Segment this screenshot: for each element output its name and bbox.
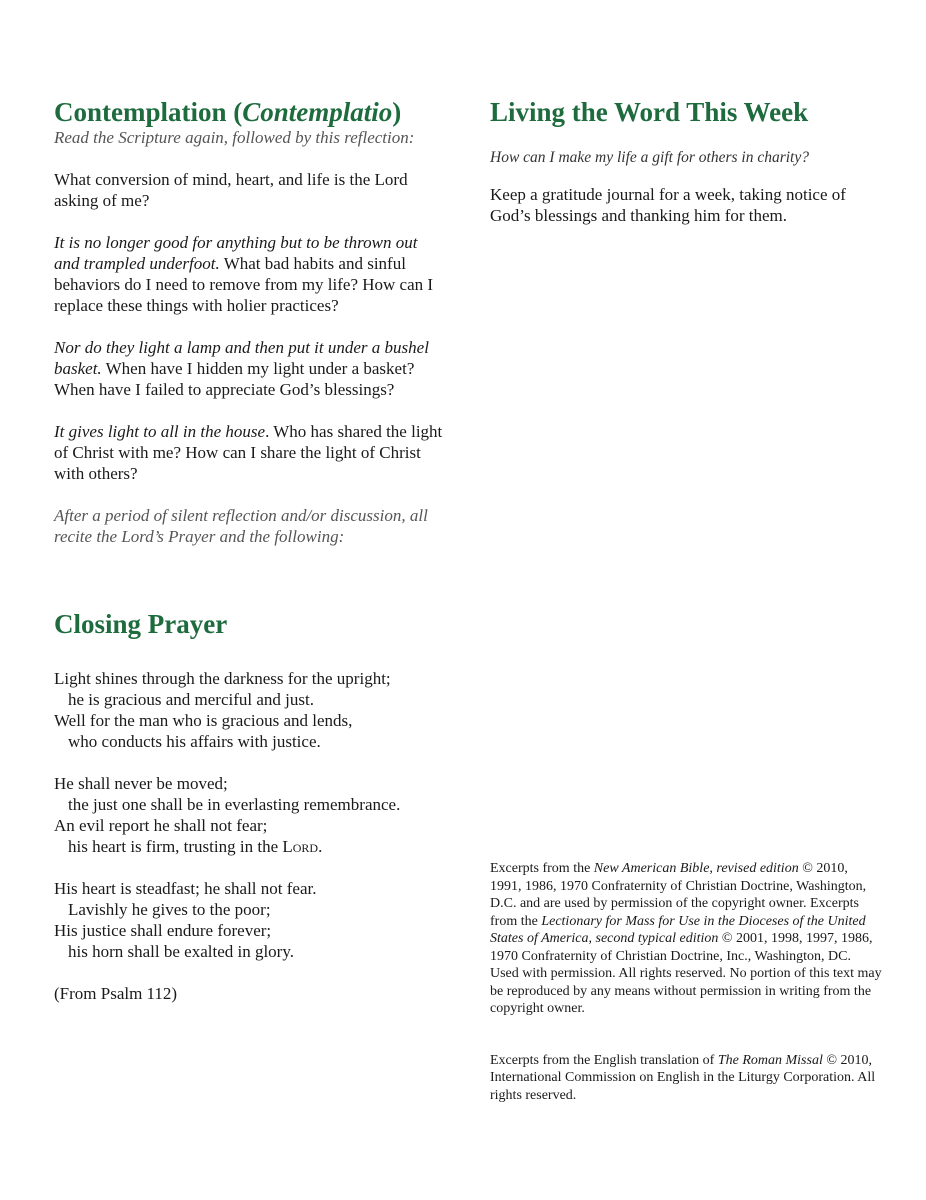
copyright-notice-missal: Excerpts from the English translation of The Roman Missal © 2010, International Commission on English in the Liturgy Corporation. All rights reserved. xyxy=(490,1052,876,1103)
copyright-notice-bible: Excerpts from the New American Bible, revised edition © 2010, 1991, 1986, 1970 Confraternity of Christian Doctrine, Washington, D.C. and are used by permission of the copyright owner. Excerpts from the Lectionary for Mass for Use in the Dioceses of the United States of America, second typical edition © 2001, 1998, 1997, 1986, 1970 Confraternity of Christian Doctrine, Inc., Washington, DC. Used with permission. All rights reserved. No portion of this text may be reproduced by any means without permission in writing from the copyright owner. xyxy=(490,861,882,1016)
reflection-question-1: What conversion of mind, heart, and life is the Lord asking of me? xyxy=(54,170,408,210)
reflection-question-3: Nor do they light a lamp and then put it under a bushel basket. When have I hidden my light under a basket? When have I failed to appreciate God’s blessings? xyxy=(54,338,429,399)
copyright-notes xyxy=(490,860,882,1104)
living-word-action: Keep a gratitude journal for a week, taking notice of God’s blessings and thanking him for them. xyxy=(490,185,846,225)
prayer-stanza-1: Light shines through the darkness for the upright; he is gracious and merciful and just. Well for the man who is gracious and lends, who conducts his affairs with justice. xyxy=(54,669,391,751)
prayer-stanza-2: He shall never be moved; the just one shall be in everlasting remembrance. An evil report he shall not fear; his heart is firm, trusting in the Lord. xyxy=(54,774,401,856)
prayer-source: (From Psalm 112) xyxy=(54,984,178,1003)
contemplation-heading: Contemplation (Contemplatio) xyxy=(54,97,402,127)
prayer-stanza-3: His heart is steadfast; he shall not fear. Lavishly he gives to the poor; His justice shall endure forever; his horn shall be exalted in glory. xyxy=(54,879,317,961)
living-word-question: How can I make my life a gift for others in charity? xyxy=(490,149,809,166)
reflection-question-4: It gives light to all in the house. Who has shared the light of Christ with me? How can I share the light of Christ with others? xyxy=(54,422,443,483)
left-column xyxy=(54,97,444,1004)
right-column xyxy=(490,97,882,226)
living-word-heading: Living the Word This Week xyxy=(490,97,809,127)
contemplation-intro: Read the Scripture again, followed by this reflection: xyxy=(54,128,415,147)
closing-instruction: After a period of silent reflection and/or discussion, all recite the Lord’s Prayer and the following: xyxy=(54,506,428,546)
reflection-question-2: It is no longer good for anything but to be thrown out and trampled underfoot. What bad habits and sinful behaviors do I need to remove from my life? How can I replace these things with holier practices? xyxy=(54,233,434,315)
closing-prayer-heading: Closing Prayer xyxy=(54,609,228,639)
